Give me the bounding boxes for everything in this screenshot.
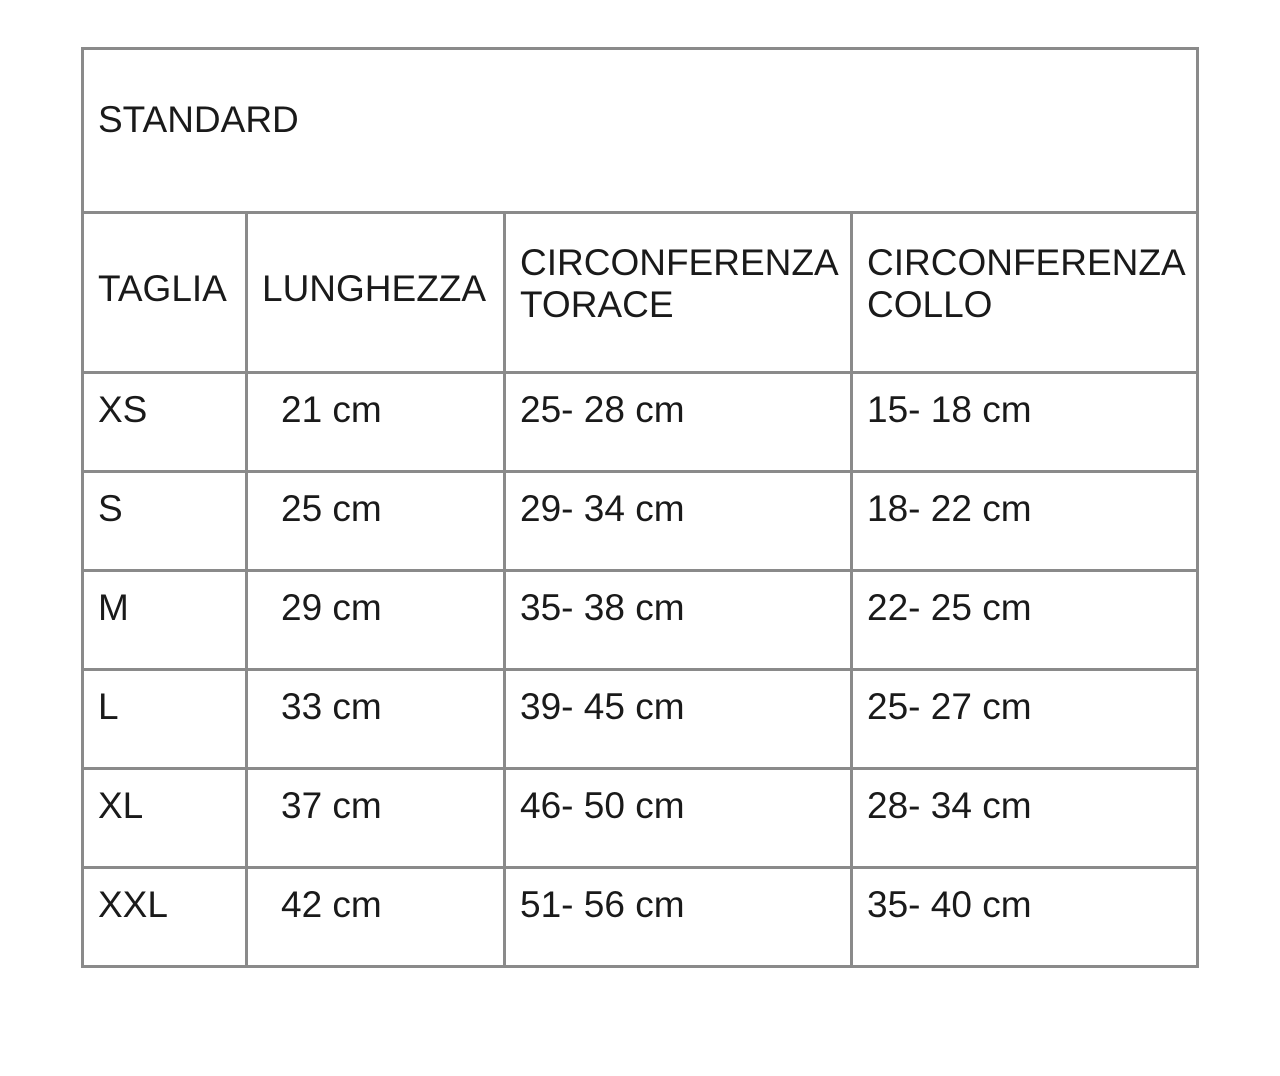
length-cell: 42 cm bbox=[247, 868, 505, 967]
header-taglia: TAGLIA bbox=[83, 213, 247, 373]
header-collo-line2: COLLO bbox=[867, 284, 993, 325]
table-title: STANDARD bbox=[83, 49, 1198, 213]
chest-cell: 35- 38 cm bbox=[505, 571, 852, 670]
size-cell: XL bbox=[83, 769, 247, 868]
length-cell: 25 cm bbox=[247, 472, 505, 571]
chest-cell: 25- 28 cm bbox=[505, 373, 852, 472]
length-cell: 33 cm bbox=[247, 670, 505, 769]
chest-cell: 46- 50 cm bbox=[505, 769, 852, 868]
length-cell: 29 cm bbox=[247, 571, 505, 670]
table-row bbox=[83, 472, 1198, 571]
neck-cell: 25- 27 cm bbox=[852, 670, 1198, 769]
length-cell: 37 cm bbox=[247, 769, 505, 868]
size-cell: XS bbox=[83, 373, 247, 472]
header-circonferenza-torace bbox=[505, 213, 852, 373]
size-cell: S bbox=[83, 472, 247, 571]
header-lunghezza: LUNGHEZZA bbox=[247, 213, 505, 373]
chest-cell: 29- 34 cm bbox=[505, 472, 852, 571]
neck-cell: 28- 34 cm bbox=[852, 769, 1198, 868]
table-row bbox=[83, 373, 1198, 472]
size-cell: XXL bbox=[83, 868, 247, 967]
table-row bbox=[83, 571, 1198, 670]
neck-cell: 15- 18 cm bbox=[852, 373, 1198, 472]
chest-cell: 39- 45 cm bbox=[505, 670, 852, 769]
neck-cell: 18- 22 cm bbox=[852, 472, 1198, 571]
table-row bbox=[83, 769, 1198, 868]
neck-cell: 22- 25 cm bbox=[852, 571, 1198, 670]
length-cell: 21 cm bbox=[247, 373, 505, 472]
table-row bbox=[83, 868, 1198, 967]
title-row bbox=[83, 49, 1198, 213]
size-chart-table bbox=[81, 47, 1199, 968]
header-circonferenza-collo bbox=[852, 213, 1198, 373]
header-torace-line1: CIRCONFERENZA bbox=[520, 242, 839, 283]
header-collo-line1: CIRCONFERENZA bbox=[867, 242, 1186, 283]
chest-cell: 51- 56 cm bbox=[505, 868, 852, 967]
size-cell: L bbox=[83, 670, 247, 769]
header-row bbox=[83, 213, 1198, 373]
size-cell: M bbox=[83, 571, 247, 670]
header-torace-line2: TORACE bbox=[520, 284, 674, 325]
table-row bbox=[83, 670, 1198, 769]
neck-cell: 35- 40 cm bbox=[852, 868, 1198, 967]
